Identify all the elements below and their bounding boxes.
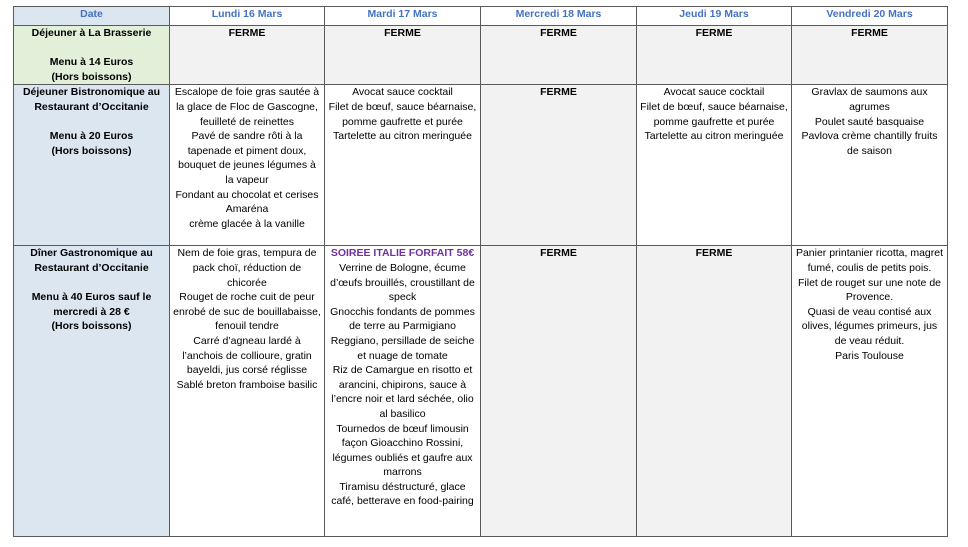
- dish-item: Sablé breton framboise basilic: [176, 378, 318, 391]
- dish-item: Filet de rouget sur une note de Provence.: [797, 276, 941, 304]
- row-label-gastronomique: [14, 246, 170, 537]
- closed-label: FERME: [695, 27, 733, 39]
- header-tuesday: Mardi 17 Mars: [325, 7, 481, 26]
- row-label-line: Déjeuner Bistronomique au Restaurant d’Occitanie: [22, 86, 161, 113]
- row-gastronomique: [14, 246, 948, 537]
- row-label-line: Dîner Gastronomique au Restaurant d’Occitanie: [30, 247, 153, 274]
- menu-cell: [481, 246, 637, 537]
- dish-item: Paris Toulouse: [835, 349, 904, 362]
- label-gap: [17, 115, 166, 130]
- label-gap: [17, 276, 166, 291]
- dish-item: Riz de Camargue en risotto et arancini, chipirons, sauce à l’encre noir et lard séchée, olio al basilico: [331, 364, 474, 420]
- row-label-line: Déjeuner à La Brasserie: [31, 27, 152, 39]
- menu-cell: [481, 85, 637, 246]
- dish-item: Avocat sauce cocktail: [352, 86, 453, 99]
- header-monday: Lundi 16 Mars: [170, 7, 325, 26]
- dish-item: crème glacée à la vanille: [189, 217, 305, 230]
- dish-item: Panier printanier ricotta, magret fumé, coulis de petits pois.: [795, 247, 944, 274]
- row-brasserie: [14, 26, 948, 85]
- dish-item: Gnocchis fondants de pommes de terre au Parmigiano Reggiano, persillade de seiche et nuage de tomate: [330, 305, 475, 362]
- row-label-brasserie: [14, 26, 170, 85]
- dish-item: Carré d’agneau lardé à l’anchois de collioure, gratin bayeldi, jus corsé réglisse: [182, 334, 312, 377]
- menu-cell: [792, 26, 948, 85]
- menu-cell: [637, 246, 792, 537]
- dish-item: Tournedos de bœuf limousin façon Gioacchino Rossini, légumes oubliés et gaufre aux marrons: [332, 422, 473, 479]
- row-label-line: Menu à 14 Euros: [49, 56, 134, 69]
- dish-item: Gravlax de saumons aux agrumes: [811, 86, 928, 113]
- row-label-line: (Hors boissons): [51, 70, 132, 83]
- menu-cell: [637, 85, 792, 246]
- dish-item: Verrine de Bologne, écume d’œufs brouillés, croustillant de speck: [330, 261, 475, 304]
- row-bistronomique: [14, 85, 948, 246]
- menu-table: [13, 6, 948, 537]
- menu-cell: [325, 85, 481, 246]
- menu-cell: [170, 85, 325, 246]
- menu-cell: [170, 246, 325, 537]
- menu-cell: [637, 26, 792, 85]
- dish-item: Nem de foie gras, tempura de pack choï, réduction de chicorée: [177, 247, 317, 289]
- dish-item: Pavé de sandre rôti à la tapenade et piment doux, bouquet de jeunes légumes à la vapeur: [178, 130, 316, 186]
- closed-label: FERME: [540, 86, 577, 99]
- menu-cell: [792, 85, 948, 246]
- row-label-line: Menu à 20 Euros: [49, 130, 134, 143]
- menu-cell: [170, 26, 325, 85]
- dish-item: Avocat sauce cocktail: [663, 86, 765, 99]
- dish-item: Tartelette au citron meringuée: [333, 130, 472, 143]
- closed-label: FERME: [228, 27, 266, 39]
- menu-cell: [792, 246, 948, 537]
- dish-item: Fondant au chocolat et cerises Amaréna: [175, 188, 319, 216]
- dish-item: Pavlova crème chantilly fruits de saison: [801, 130, 938, 157]
- dish-item: Tartelette au citron meringuée: [644, 130, 784, 143]
- special-event-title: SOIREE ITALIE FORFAIT 58€: [330, 247, 475, 260]
- dish-item: Tiramisu déstructuré, glace café, betterave en food-pairing: [331, 480, 474, 508]
- menu-cell: [481, 26, 637, 85]
- dish-item: Escalope de foie gras sautée à la glace de Floc de Gascogne, feuilleté de reinettes: [174, 86, 320, 128]
- menu-cell: [325, 26, 481, 85]
- header-row: [14, 7, 948, 26]
- dish-item: Poulet sauté basquaise: [814, 115, 925, 128]
- closed-label: FERME: [384, 27, 421, 39]
- closed-label: FERME: [851, 27, 888, 39]
- header-thursday: Jeudi 19 Mars: [637, 7, 792, 26]
- closed-label: FERME: [540, 27, 577, 39]
- row-label-line: (Hors boissons): [51, 144, 132, 157]
- label-gap: [17, 41, 166, 56]
- row-label-line: Menu à 40 Euros sauf le mercredi à 28 €: [31, 291, 152, 318]
- header-friday: Vendredi 20 Mars: [792, 7, 948, 26]
- dish-item: Filet de bœuf, sauce béarnaise, pomme gaufrette et purée: [328, 100, 477, 128]
- row-label-bistronomique: [14, 85, 170, 246]
- dish-item: Quasi de veau contisé aux olives, légumes primeurs, jus de veau réduit.: [801, 305, 938, 347]
- menu-cell: [325, 246, 481, 537]
- dish-item: Rouget de roche cuit de peur enrobé de suc de bouillabaisse, fenouil tendre: [173, 291, 321, 333]
- closed-label: FERME: [695, 247, 733, 260]
- header-wednesday: Mercredi 18 Mars: [481, 7, 637, 26]
- header-date: Date: [14, 7, 170, 26]
- row-label-line: (Hors boissons): [51, 320, 132, 333]
- closed-label: FERME: [540, 247, 577, 260]
- dish-item: Filet de bœuf, sauce béarnaise, pomme gaufrette et purée: [640, 100, 788, 128]
